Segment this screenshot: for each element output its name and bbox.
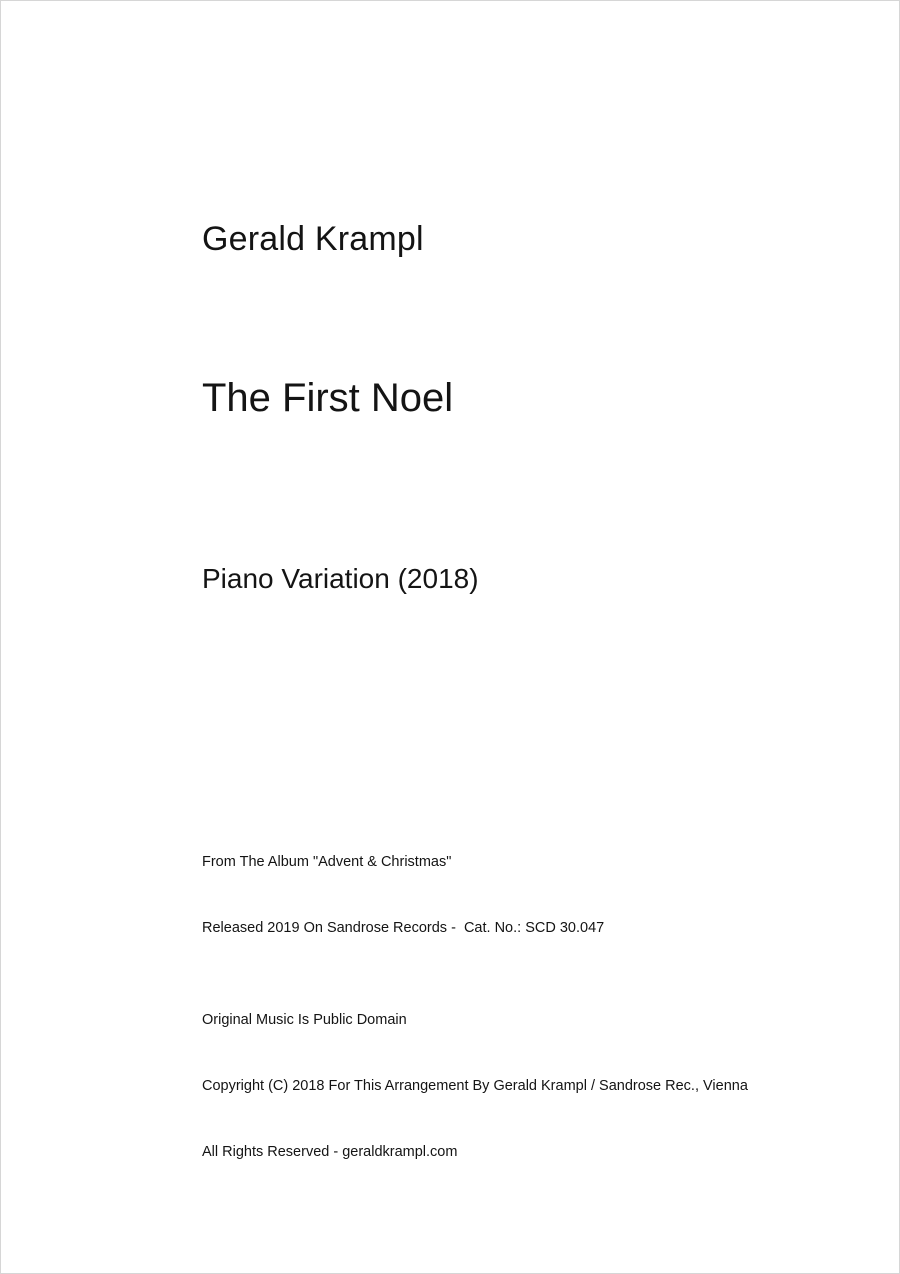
copyright-line: Copyright (C) 2018 For This Arrangement By Gerald Krampl / Sandrose Rec., Vienna — [202, 1078, 748, 1094]
piece-title: The First Noel — [202, 376, 454, 420]
piece-subtitle: Piano Variation (2018) — [202, 563, 479, 594]
rights-reserved-line: All Rights Reserved - geraldkrampl.com — [202, 1144, 458, 1160]
public-domain-line: Original Music Is Public Domain — [202, 1012, 407, 1028]
composer-name: Gerald Krampl — [202, 220, 424, 258]
album-info-line: From The Album "Advent & Christmas" — [202, 854, 452, 870]
release-info-line: Released 2019 On Sandrose Records - Cat. No.: SCD 30.047 — [202, 920, 605, 936]
rights-info-block — [202, 965, 748, 1207]
album-info-block — [202, 807, 604, 983]
